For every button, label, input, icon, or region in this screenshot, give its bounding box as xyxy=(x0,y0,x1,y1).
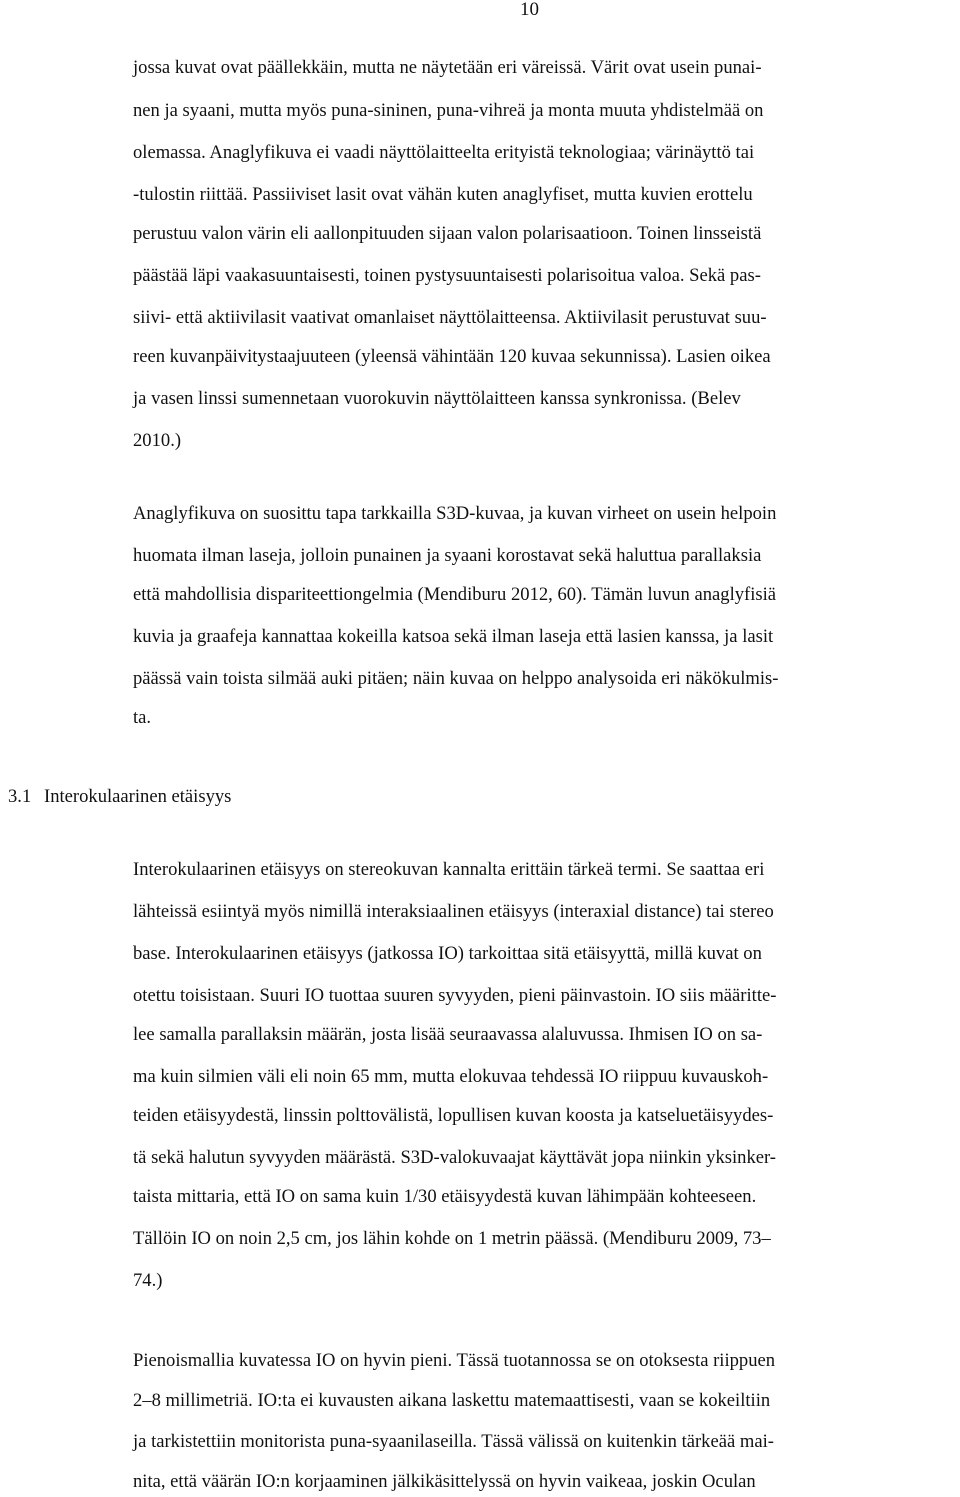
paragraph-4-line: ja tarkistettiin monitorista puna-syaanilaseilla. Tässä välissä on kuitenkin tärkeää mai- xyxy=(133,1431,774,1452)
paragraph-1-line: nen ja syaani, mutta myös puna-sininen, puna-vihreä ja monta muuta yhdistelmää on xyxy=(133,100,764,121)
paragraph-3-line: otettu toisistaan. Suuri IO tuottaa suuren syvyyden, pieni päinvastoin. IO siis määritte- xyxy=(133,985,777,1006)
paragraph-1-line: olemassa. Anaglyfikuva ei vaadi näyttölaitteelta erityistä teknologiaa; värinäyttö tai xyxy=(133,142,755,163)
paragraph-2-line: päässä vain toista silmää auki pitäen; näin kuvaa on helppo analysoida eri näkökulmis- xyxy=(133,668,779,689)
paragraph-3-line: ma kuin silmien väli eli noin 65 mm, mutta elokuvaa tehdessä IO riippuu kuvauskoh- xyxy=(133,1066,769,1087)
section-number: 3.1 xyxy=(8,786,32,807)
paragraph-2-line: kuvia ja graafeja kannattaa kokeilla katsoa sekä ilman laseja että lasien kanssa, ja lasit xyxy=(133,626,774,647)
paragraph-2-line: ta. xyxy=(133,707,152,728)
paragraph-1-line: 2010.) xyxy=(133,430,182,451)
paragraph-4-line: Pienoismallia kuvatessa IO on hyvin pieni. Tässä tuotannossa se on otoksesta riippuen xyxy=(133,1350,776,1371)
paragraph-3-line: lee samalla parallaksin määrän, josta lisää seuraavassa alaluvussa. Ihmisen IO on sa- xyxy=(133,1024,763,1045)
paragraph-3-line: lähteissä esiintyä myös nimillä interaksiaalinen etäisyys (interaxial distance) tai stereo xyxy=(133,901,774,922)
paragraph-1-line: reen kuvanpäivitystaajuuteen (yleensä vähintään 120 kuvaa sekunnissa). Lasien oikea xyxy=(133,346,771,367)
paragraph-4-line: nita, että väärän IO:n korjaaminen jälkikäsittelyssä on hyvin vaikeaa, joskin Oculan xyxy=(133,1471,756,1492)
paragraph-1-line: jossa kuvat ovat päällekkäin, mutta ne näytetään eri väreissä. Värit ovat usein punai- xyxy=(133,57,762,78)
paragraph-3-line: Tällöin IO on noin 2,5 cm, jos lähin kohde on 1 metrin päässä. (Mendiburu 2009, 73– xyxy=(133,1228,771,1249)
section-title: Interokulaarinen etäisyys xyxy=(44,786,232,807)
paragraph-4-line: 2–8 millimetriä. IO:ta ei kuvausten aikana laskettu matemaattisesti, vaan se kokeiltiin xyxy=(133,1390,771,1411)
paragraph-3-line: base. Interokulaarinen etäisyys (jatkossa IO) tarkoittaa sitä etäisyyttä, millä kuvat on xyxy=(133,943,762,964)
paragraph-3-line: 74.) xyxy=(133,1270,163,1291)
paragraph-2-line: Anaglyfikuva on suosittu tapa tarkkailla S3D-kuvaa, ja kuvan virheet on usein helpoin xyxy=(133,503,777,524)
paragraph-1-line: -tulostin riittää. Passiiviset lasit ovat vähän kuten anaglyfiset, mutta kuvien erottelu xyxy=(133,184,753,205)
paragraph-2-line: että mahdollisia dispariteettiongelmia (Mendiburu 2012, 60). Tämän luvun anaglyfisiä xyxy=(133,584,777,605)
paragraph-1-line: päästää läpi vaakasuuntaisesti, toinen pystysuuntaisesti polarisoitua valoa. Sekä pas- xyxy=(133,265,761,286)
paragraph-3-line: teiden etäisyydestä, linssin polttovälistä, lopullisen kuvan koosta ja katseluetäisyydes- xyxy=(133,1105,774,1126)
paragraph-1-line: perustuu valon värin eli aallonpituuden sijaan valon polarisaatioon. Toinen linsseistä xyxy=(133,223,762,244)
paragraph-2-line: huomata ilman laseja, jolloin punainen ja syaani korostavat sekä haluttua parallaksia xyxy=(133,545,762,566)
paragraph-1-line: siivi- että aktiivilasit vaativat omanlaiset näyttölaitteensa. Aktiivilasit perustuvat suu- xyxy=(133,307,767,328)
page-number: 10 xyxy=(520,0,539,20)
paragraph-3-line: tä sekä halutun syvyyden määrästä. S3D-valokuvaajat käyttävät jopa niinkin yksinker- xyxy=(133,1147,777,1168)
paragraph-3-line: taista mittaria, että IO on sama kuin 1/30 etäisyydestä kuvan lähimpään kohteeseen. xyxy=(133,1186,757,1207)
paragraph-3-line: Interokulaarinen etäisyys on stereokuvan kannalta erittäin tärkeä termi. Se saattaa eri xyxy=(133,859,765,880)
paragraph-1-line: ja vasen linssi sumennetaan vuorokuvin näyttölaitteen kanssa synkronissa. (Belev xyxy=(133,388,741,409)
section-heading xyxy=(8,785,231,809)
